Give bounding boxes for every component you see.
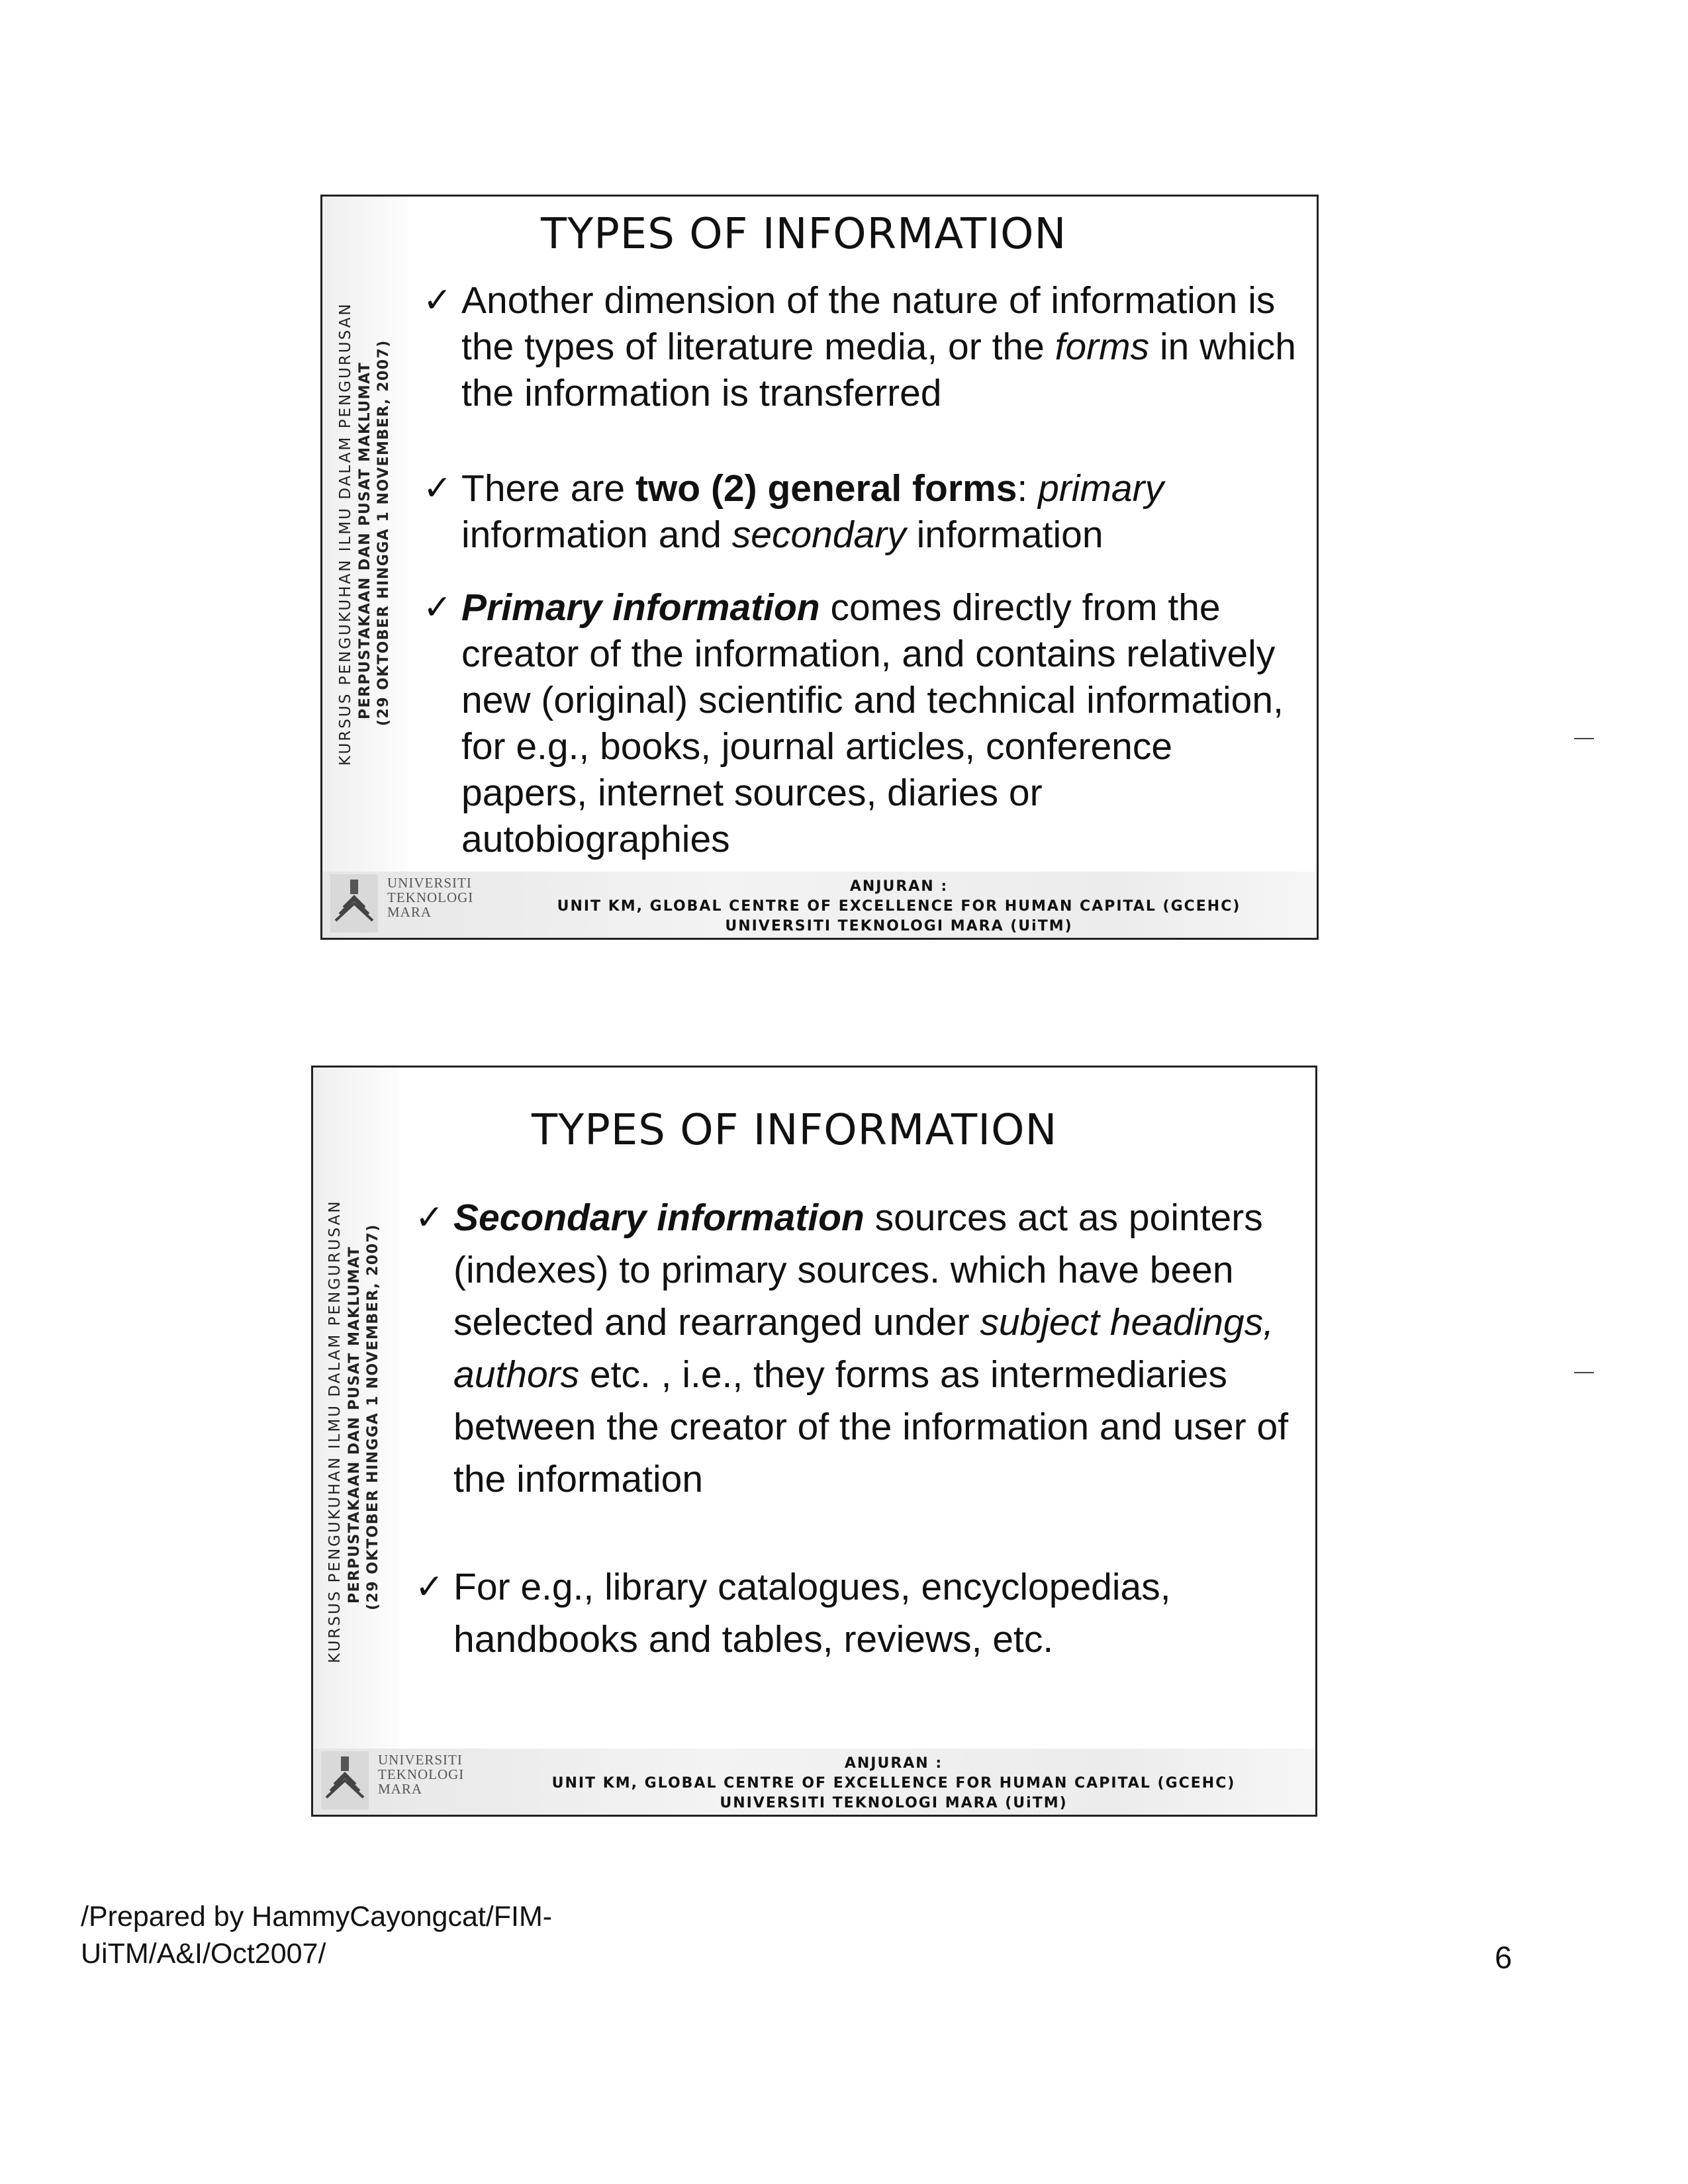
footer-university: UNIVERSITI TEKNOLOGI MARA (UiTM) <box>725 918 1073 934</box>
prepared-by-note: /Prepared by HammyCayongcat/FIM- UiTM/A&I/Oct2007/ <box>81 1901 553 1970</box>
bullet-item: ✓ There are two (2) general forms: primary information and secondary information <box>461 465 1295 558</box>
slide-sidebar <box>313 1068 399 1815</box>
slide-title: TYPES OF INFORMATION <box>532 1106 1058 1155</box>
sidebar-course-subtitle: PERPUSTAKAAN DAN PUSAT MAKLUMAT <box>357 361 373 719</box>
sidebar-course-dates: (29 OKTOBER HINGGA 1 NOVEMBER, 2007) <box>365 1224 381 1610</box>
footer-unit: UNIT KM, GLOBAL CENTRE OF EXCELLENCE FOR HUMAN CAPITAL (GCEHC) <box>557 898 1241 915</box>
checkmark-icon: ✓ <box>423 281 452 320</box>
margin-mark <box>1574 738 1594 739</box>
uitm-logo-icon <box>321 1751 369 1809</box>
slide-1 <box>320 195 1319 940</box>
checkmark-icon: ✓ <box>415 1198 444 1238</box>
uitm-logo-icon <box>330 874 378 933</box>
margin-mark <box>1574 1372 1594 1373</box>
checkmark-icon: ✓ <box>423 469 452 508</box>
footer-university: UNIVERSITI TEKNOLOGI MARA (UiTM) <box>720 1795 1068 1811</box>
footer-unit: UNIT KM, GLOBAL CENTRE OF EXCELLENCE FOR HUMAN CAPITAL (GCEHC) <box>551 1775 1236 1792</box>
slide-2 <box>311 1066 1317 1817</box>
footer-anjuran: ANJURAN : <box>844 1755 943 1772</box>
logo-text: UNIVERSITI TEKNOLOGI MARA <box>387 875 474 920</box>
page-number: 6 <box>1495 1940 1513 1975</box>
sidebar-course-title: KURSUS PENGUKUHAN ILMU DALAM PENGURUSAN <box>337 302 354 766</box>
checkmark-icon: ✓ <box>423 588 452 627</box>
slide-title: TYPES OF INFORMATION <box>541 210 1067 259</box>
slide-footer <box>313 1749 1315 1815</box>
slide-footer <box>322 872 1317 938</box>
sidebar-course-subtitle: PERPUSTAKAAN DAN PUSAT MAKLUMAT <box>346 1246 363 1604</box>
bullet-item: ✓ Secondary information sources act as pointers (indexes) to primary sources. which have been selected and rearranged under subject headings, authors etc. , i.e., they forms as intermediaries between the creator of the information and user of the information <box>453 1192 1301 1506</box>
checkmark-icon: ✓ <box>415 1567 444 1607</box>
footer-anjuran: ANJURAN : <box>849 878 949 895</box>
bullet-item: ✓ Primary information comes directly from the creator of the information, and contains relatively new (original) scientific and technical information, for e.g., books, journal articles, conference papers, internet sources, diaries or autobiographies <box>461 584 1305 862</box>
sidebar-course-dates: (29 OKTOBER HINGGA 1 NOVEMBER, 2007) <box>375 340 392 726</box>
slide-sidebar <box>322 197 408 938</box>
logo-text: UNIVERSITI TEKNOLOGI MARA <box>378 1752 465 1797</box>
bullet-item: ✓ Another dimension of the nature of information is the types of literature media, or the forms in which the information is transferred <box>461 277 1302 416</box>
bullet-item: ✓ For e.g., library catalogues, encyclopedias, handbooks and tables, reviews, etc. <box>453 1561 1301 1666</box>
sidebar-course-title: KURSUS PENGUKUHAN ILMU DALAM PENGURUSAN <box>326 1199 344 1663</box>
